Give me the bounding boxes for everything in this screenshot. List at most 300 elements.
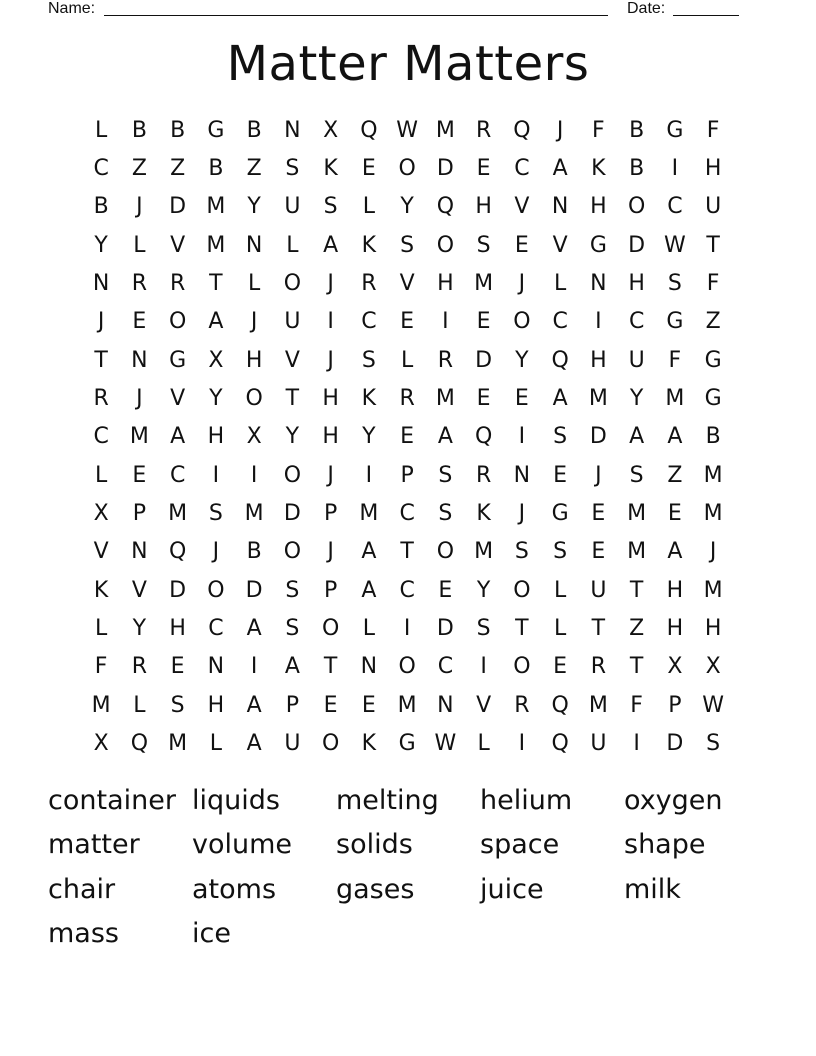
grid-letter[interactable]: G <box>398 731 416 757</box>
grid-letter[interactable]: Z <box>667 462 683 488</box>
grid-letter[interactable]: F <box>706 271 720 297</box>
grid-letter[interactable]: F <box>668 347 682 373</box>
grid-letter[interactable]: O <box>321 731 340 757</box>
grid-letter[interactable]: R <box>514 692 530 718</box>
word-list <box>48 778 768 956</box>
grid-letter[interactable]: O <box>283 271 302 297</box>
grid-letter[interactable]: T <box>629 577 644 603</box>
grid-letter[interactable]: N <box>360 654 378 680</box>
grid-letter[interactable]: Q <box>168 539 187 565</box>
grid-letter[interactable]: H <box>628 271 645 297</box>
grid-letter[interactable]: P <box>323 577 338 603</box>
grid-letter[interactable]: D <box>169 194 187 220</box>
grid-letter[interactable]: R <box>93 386 109 412</box>
word-list-item: mass <box>48 918 119 950</box>
grid-letter[interactable]: W <box>702 692 724 718</box>
grid-letter[interactable]: M <box>129 424 149 450</box>
grid-letter[interactable]: H <box>207 424 225 450</box>
grid-letter[interactable]: C <box>93 156 109 182</box>
grid-letter[interactable]: X <box>667 654 683 680</box>
grid-letter[interactable]: K <box>361 731 377 757</box>
grid-letter[interactable]: E <box>476 309 491 335</box>
grid-letter[interactable]: Q <box>513 117 531 143</box>
grid-letter[interactable]: C <box>93 424 109 450</box>
grid-letter[interactable]: X <box>93 501 109 527</box>
grid-letter[interactable]: C <box>552 309 568 335</box>
grid-letter[interactable]: V <box>131 577 147 603</box>
grid-letter[interactable]: M <box>168 731 188 757</box>
grid-letter[interactable]: V <box>476 692 492 718</box>
grid-letter[interactable]: X <box>93 731 109 757</box>
grid-letter[interactable]: E <box>400 309 415 335</box>
grid-letter[interactable]: C <box>399 577 415 603</box>
grid-letter[interactable]: S <box>400 232 415 258</box>
grid-letter[interactable]: X <box>323 117 339 143</box>
grid-letter[interactable]: X <box>705 654 721 680</box>
grid-letter[interactable]: F <box>94 654 108 680</box>
grid-letter[interactable]: T <box>400 539 414 565</box>
grid-letter[interactable]: B <box>629 117 645 143</box>
grid-letter[interactable]: J <box>327 347 334 373</box>
grid-letter[interactable]: R <box>399 386 415 412</box>
grid-letter[interactable]: O <box>513 654 531 680</box>
grid-letter[interactable]: D <box>283 501 301 527</box>
grid-letter[interactable]: M <box>665 386 685 412</box>
grid-letter[interactable]: E <box>438 577 453 603</box>
grid-letter[interactable]: N <box>513 462 531 488</box>
grid-letter[interactable]: C <box>437 654 454 680</box>
grid-letter[interactable]: I <box>480 654 487 680</box>
grid-letter[interactable]: G <box>704 347 722 373</box>
grid-letter[interactable]: U <box>628 347 645 373</box>
grid-letter[interactable]: H <box>704 156 722 182</box>
grid-letter[interactable]: T <box>591 616 606 642</box>
grid-letter[interactable]: U <box>284 309 301 335</box>
grid-letter[interactable]: H <box>322 424 339 450</box>
grid-letter[interactable]: C <box>208 616 224 642</box>
grid-letter[interactable]: J <box>518 501 526 527</box>
grid-letter[interactable]: I <box>518 731 526 757</box>
grid-letter[interactable]: M <box>359 501 379 527</box>
grid-letter[interactable]: C <box>514 156 530 182</box>
grid-letter[interactable]: L <box>209 731 222 757</box>
grid-letter[interactable]: O <box>513 577 531 603</box>
grid-letter[interactable]: G <box>666 117 684 143</box>
grid-letter[interactable]: J <box>250 309 258 335</box>
grid-letter[interactable]: Q <box>436 194 455 220</box>
grid-letter[interactable]: O <box>398 156 416 182</box>
grid-letter[interactable]: J <box>709 539 717 565</box>
grid-letter[interactable]: E <box>553 654 568 680</box>
grid-letter[interactable]: R <box>169 271 186 297</box>
grid-letter[interactable]: Y <box>362 424 376 450</box>
grid-letter[interactable]: L <box>133 692 146 718</box>
grid-letter[interactable]: I <box>250 462 258 488</box>
grid-letter[interactable]: P <box>323 501 338 527</box>
grid-letter[interactable]: A <box>667 539 683 565</box>
grid-letter[interactable]: F <box>592 117 605 143</box>
grid-letter[interactable]: Y <box>285 424 300 450</box>
grid-letter[interactable]: K <box>361 232 377 258</box>
grid-letter[interactable]: Y <box>629 386 644 412</box>
grid-letter[interactable]: I <box>327 309 334 335</box>
grid-letter[interactable]: R <box>131 271 148 297</box>
grid-letter[interactable]: A <box>629 424 645 450</box>
grid-letter[interactable]: K <box>591 156 606 182</box>
grid-letter[interactable]: T <box>209 271 223 297</box>
grid-letter[interactable]: V <box>93 539 109 565</box>
grid-letter[interactable]: P <box>400 462 414 488</box>
grid-letter[interactable]: D <box>436 616 454 642</box>
grid-letter[interactable]: D <box>475 347 493 373</box>
grid-letter[interactable]: Z <box>705 309 721 335</box>
grid-letter[interactable]: E <box>361 156 376 182</box>
grid-letter[interactable]: Y <box>209 386 223 412</box>
worksheet-header <box>0 0 816 20</box>
grid-letter[interactable]: M <box>703 577 723 603</box>
grid-letter[interactable]: R <box>475 117 492 143</box>
grid-letter[interactable]: T <box>515 616 529 642</box>
word-list-item: liquids <box>192 784 280 816</box>
grid-letter[interactable]: M <box>91 692 111 718</box>
grid-letter[interactable]: E <box>132 462 147 488</box>
grid-letter[interactable]: W <box>396 117 418 143</box>
grid-letter[interactable]: P <box>668 692 682 718</box>
grid-letter[interactable]: A <box>246 616 262 642</box>
grid-letter[interactable]: R <box>437 347 454 373</box>
grid-letter[interactable]: Q <box>551 347 569 373</box>
grid-letter[interactable]: Y <box>476 577 491 603</box>
word-list-item: oxygen <box>624 784 723 816</box>
grid-letter[interactable]: O <box>513 309 531 335</box>
grid-letter[interactable]: J <box>136 194 143 220</box>
grid-letter[interactable]: Y <box>247 194 261 220</box>
grid-letter[interactable]: B <box>170 117 186 143</box>
grid-letter[interactable]: S <box>208 501 223 527</box>
grid-letter[interactable]: I <box>365 462 373 488</box>
grid-letter[interactable]: E <box>514 386 529 412</box>
grid-letter[interactable]: C <box>628 309 645 335</box>
grid-letter[interactable]: O <box>436 539 455 565</box>
grid-letter[interactable]: V <box>514 194 530 220</box>
grid-letter[interactable]: U <box>284 194 301 220</box>
grid-letter[interactable]: Q <box>474 424 493 450</box>
grid-letter[interactable]: Z <box>246 156 262 182</box>
grid-letter[interactable]: U <box>284 731 301 757</box>
grid-letter[interactable]: R <box>590 654 607 680</box>
grid-letter[interactable]: L <box>286 232 299 258</box>
grid-letter[interactable]: E <box>553 462 568 488</box>
grid-letter[interactable]: S <box>438 462 453 488</box>
name-blank-line[interactable] <box>104 15 608 16</box>
grid-letter[interactable]: M <box>474 271 494 297</box>
grid-letter[interactable]: W <box>663 232 686 258</box>
grid-letter[interactable]: N <box>131 347 148 373</box>
grid-letter[interactable]: Z <box>170 156 186 182</box>
grid-letter[interactable]: B <box>131 117 147 143</box>
grid-letter[interactable]: E <box>514 232 529 258</box>
grid-letter[interactable]: L <box>362 194 375 220</box>
grid-letter[interactable]: I <box>250 654 258 680</box>
grid-letter[interactable]: R <box>131 654 148 680</box>
grid-letter[interactable]: R <box>475 462 492 488</box>
grid-letter[interactable]: S <box>476 232 491 258</box>
grid-letter[interactable]: V <box>284 347 300 373</box>
grid-letter[interactable]: U <box>705 194 722 220</box>
grid-letter[interactable]: H <box>169 616 186 642</box>
grid-letter[interactable]: J <box>212 539 220 565</box>
date-label: Date: <box>627 0 666 17</box>
grid-letter[interactable]: H <box>590 347 607 373</box>
grid-letter[interactable]: H <box>245 347 263 373</box>
grid-letter[interactable]: U <box>590 731 607 757</box>
grid-letter[interactable]: M <box>435 386 455 412</box>
grid-letter[interactable]: P <box>132 501 147 527</box>
grid-letter[interactable]: S <box>361 347 376 373</box>
grid-letter[interactable]: S <box>629 462 644 488</box>
grid-letter[interactable]: S <box>553 424 568 450</box>
grid-letter[interactable]: D <box>436 156 454 182</box>
grid-letter[interactable]: K <box>323 156 338 182</box>
grid-letter[interactable]: I <box>595 309 602 335</box>
grid-letter[interactable]: A <box>361 577 377 603</box>
grid-letter[interactable]: G <box>207 117 225 143</box>
grid-letter[interactable]: C <box>169 462 186 488</box>
grid-letter[interactable]: L <box>400 347 414 373</box>
grid-letter[interactable]: H <box>322 386 339 412</box>
grid-letter[interactable]: A <box>552 386 568 412</box>
grid-letter[interactable]: N <box>92 271 110 297</box>
grid-letter[interactable]: A <box>361 539 377 565</box>
grid-letter[interactable]: X <box>208 347 224 373</box>
grid-letter[interactable]: V <box>170 386 186 412</box>
grid-letter[interactable]: O <box>321 616 340 642</box>
grid-letter[interactable]: I <box>212 462 220 488</box>
grid-letter[interactable]: L <box>94 462 108 488</box>
grid-letter[interactable]: O <box>283 539 302 565</box>
date-blank-line[interactable] <box>673 15 739 16</box>
grid-letter[interactable]: J <box>327 462 334 488</box>
grid-letter[interactable]: B <box>93 194 109 220</box>
grid-letter[interactable]: Y <box>515 347 529 373</box>
grid-letter[interactable]: E <box>361 692 376 718</box>
grid-letter[interactable]: R <box>361 271 377 297</box>
grid-letter[interactable]: D <box>169 577 187 603</box>
grid-letter[interactable]: S <box>285 616 300 642</box>
grid-letter[interactable]: J <box>327 271 334 297</box>
grid-letter[interactable]: F <box>630 692 643 718</box>
grid-letter[interactable]: O <box>398 654 416 680</box>
grid-letter[interactable]: Y <box>400 194 414 220</box>
grid-letter[interactable]: M <box>206 232 226 258</box>
grid-letter[interactable]: J <box>595 462 602 488</box>
grid-letter[interactable]: G <box>704 386 722 412</box>
grid-letter[interactable]: H <box>590 194 607 220</box>
grid-letter[interactable]: E <box>323 692 338 718</box>
grid-letter[interactable]: A <box>170 424 186 450</box>
grid-letter[interactable]: B <box>629 156 645 182</box>
grid-letter[interactable]: B <box>208 156 224 182</box>
grid-letter[interactable]: C <box>361 309 377 335</box>
grid-letter[interactable]: I <box>633 731 640 757</box>
grid-letter[interactable]: E <box>400 424 415 450</box>
grid-letter[interactable]: L <box>247 271 261 297</box>
grid-letter[interactable]: T <box>285 386 300 412</box>
grid-letter[interactable]: B <box>246 539 262 565</box>
grid-letter[interactable]: O <box>283 462 302 488</box>
grid-letter[interactable]: S <box>285 156 300 182</box>
grid-letter[interactable]: X <box>246 424 262 450</box>
grid-letter[interactable]: H <box>207 692 225 718</box>
grid-letter[interactable]: B <box>705 424 721 450</box>
grid-letter[interactable]: J <box>327 539 334 565</box>
grid-letter[interactable]: N <box>131 539 148 565</box>
grid-letter[interactable]: O <box>436 232 455 258</box>
grid-letter[interactable]: M <box>435 117 455 143</box>
grid-letter[interactable]: L <box>94 117 108 143</box>
grid-letter[interactable]: D <box>245 577 263 603</box>
grid-letter[interactable]: G <box>589 232 607 258</box>
grid-letter[interactable]: G <box>169 347 187 373</box>
grid-letter[interactable]: S <box>476 616 491 642</box>
grid-letter[interactable]: O <box>207 577 225 603</box>
grid-letter[interactable]: C <box>667 194 683 220</box>
grid-letter[interactable]: Z <box>629 616 645 642</box>
grid-letter[interactable]: D <box>628 232 646 258</box>
grid-letter[interactable]: L <box>477 731 490 757</box>
grid-letter[interactable]: B <box>246 117 262 143</box>
grid-letter[interactable]: J <box>136 386 143 412</box>
grid-letter[interactable]: E <box>591 539 606 565</box>
grid-letter[interactable]: M <box>474 539 494 565</box>
grid-letter[interactable]: L <box>553 577 567 603</box>
grid-letter[interactable]: N <box>245 232 263 258</box>
grid-letter[interactable]: V <box>399 271 415 297</box>
grid-letter[interactable]: S <box>323 194 338 220</box>
grid-letter[interactable]: Q <box>130 731 149 757</box>
grid-letter[interactable]: G <box>551 501 569 527</box>
grid-letter[interactable]: W <box>434 731 457 757</box>
grid-letter[interactable]: G <box>666 309 684 335</box>
grid-letter[interactable]: O <box>168 309 187 335</box>
grid-letter[interactable]: D <box>589 424 607 450</box>
grid-letter[interactable]: Y <box>94 232 108 258</box>
grid-letter[interactable]: T <box>706 232 720 258</box>
grid-letter[interactable]: A <box>667 424 683 450</box>
grid-letter[interactable]: M <box>588 692 608 718</box>
grid-letter[interactable]: A <box>246 731 262 757</box>
grid-letter[interactable]: U <box>590 577 607 603</box>
grid-letter[interactable]: S <box>438 501 453 527</box>
grid-letter[interactable]: M <box>703 501 723 527</box>
grid-letter[interactable]: N <box>284 117 301 143</box>
grid-letter[interactable]: C <box>399 501 415 527</box>
grid-letter[interactable]: S <box>667 271 682 297</box>
grid-letter[interactable]: I <box>518 424 526 450</box>
grid-letter[interactable]: O <box>627 194 646 220</box>
grid-letter[interactable]: M <box>627 501 647 527</box>
grid-letter[interactable]: M <box>703 462 723 488</box>
grid-letter[interactable]: L <box>94 616 108 642</box>
grid-letter[interactable]: Y <box>132 616 147 642</box>
grid-letter[interactable]: S <box>706 731 721 757</box>
grid-letter[interactable]: E <box>170 654 185 680</box>
grid-letter[interactable]: M <box>397 692 417 718</box>
grid-letter[interactable]: V <box>170 232 186 258</box>
grid-letter[interactable]: I <box>442 309 449 335</box>
grid-letter[interactable]: J <box>556 117 564 143</box>
grid-letter[interactable]: J <box>518 271 526 297</box>
word-list-item: solids <box>336 829 413 861</box>
grid-letter[interactable]: Z <box>131 156 147 182</box>
grid-letter[interactable]: A <box>208 309 224 335</box>
grid-letter[interactable]: N <box>207 654 225 680</box>
grid-letter[interactable]: A <box>246 692 262 718</box>
grid-letter[interactable]: T <box>629 654 644 680</box>
grid-letter[interactable]: T <box>94 347 108 373</box>
grid-letter[interactable]: V <box>552 232 568 258</box>
grid-letter[interactable]: M <box>168 501 188 527</box>
grid-letter[interactable]: K <box>93 577 109 603</box>
grid-letter[interactable]: J <box>97 309 105 335</box>
grid-letter[interactable]: L <box>133 232 146 258</box>
grid-letter[interactable]: A <box>552 156 568 182</box>
grid-letter[interactable]: Q <box>360 117 378 143</box>
grid-letter[interactable]: F <box>706 117 720 143</box>
grid-letter[interactable]: N <box>437 692 454 718</box>
grid-letter[interactable]: L <box>362 616 375 642</box>
grid-letter[interactable]: M <box>206 194 226 220</box>
grid-letter[interactable]: L <box>553 616 567 642</box>
grid-letter[interactable]: E <box>476 156 491 182</box>
grid-letter[interactable]: N <box>590 271 607 297</box>
grid-letter[interactable]: M <box>244 501 264 527</box>
grid-letter[interactable]: P <box>285 692 300 718</box>
grid-letter[interactable]: A <box>284 654 300 680</box>
grid-letter[interactable]: E <box>591 501 606 527</box>
grid-letter[interactable]: Q <box>551 731 569 757</box>
grid-letter[interactable]: H <box>704 616 722 642</box>
grid-letter[interactable]: I <box>403 616 411 642</box>
grid-letter[interactable]: E <box>132 309 147 335</box>
grid-letter[interactable]: D <box>666 731 684 757</box>
grid-letter[interactable]: S <box>170 692 185 718</box>
grid-letter[interactable]: M <box>627 539 647 565</box>
word-list-item: atoms <box>192 873 277 905</box>
grid-letter[interactable]: Q <box>551 692 569 718</box>
grid-letter[interactable]: H <box>666 577 684 603</box>
grid-letter[interactable]: H <box>437 271 454 297</box>
grid-letter[interactable]: E <box>476 386 491 412</box>
grid-letter[interactable]: A <box>437 424 453 450</box>
grid-letter[interactable]: L <box>553 271 567 297</box>
grid-letter[interactable]: E <box>667 501 682 527</box>
grid-letter[interactable]: S <box>553 539 568 565</box>
grid-letter[interactable]: A <box>323 232 339 258</box>
grid-letter[interactable]: K <box>361 386 377 412</box>
grid-letter[interactable]: N <box>551 194 569 220</box>
grid-letter[interactable]: O <box>245 386 263 412</box>
grid-letter[interactable]: S <box>514 539 529 565</box>
grid-letter[interactable]: H <box>475 194 492 220</box>
grid-letter[interactable]: S <box>285 577 300 603</box>
grid-letter[interactable]: K <box>476 501 491 527</box>
grid-letter[interactable]: I <box>671 156 679 182</box>
grid-letter[interactable]: H <box>666 616 684 642</box>
word-list-item: milk <box>624 873 681 905</box>
grid-letter[interactable]: M <box>588 386 608 412</box>
grid-letter[interactable]: T <box>323 654 338 680</box>
